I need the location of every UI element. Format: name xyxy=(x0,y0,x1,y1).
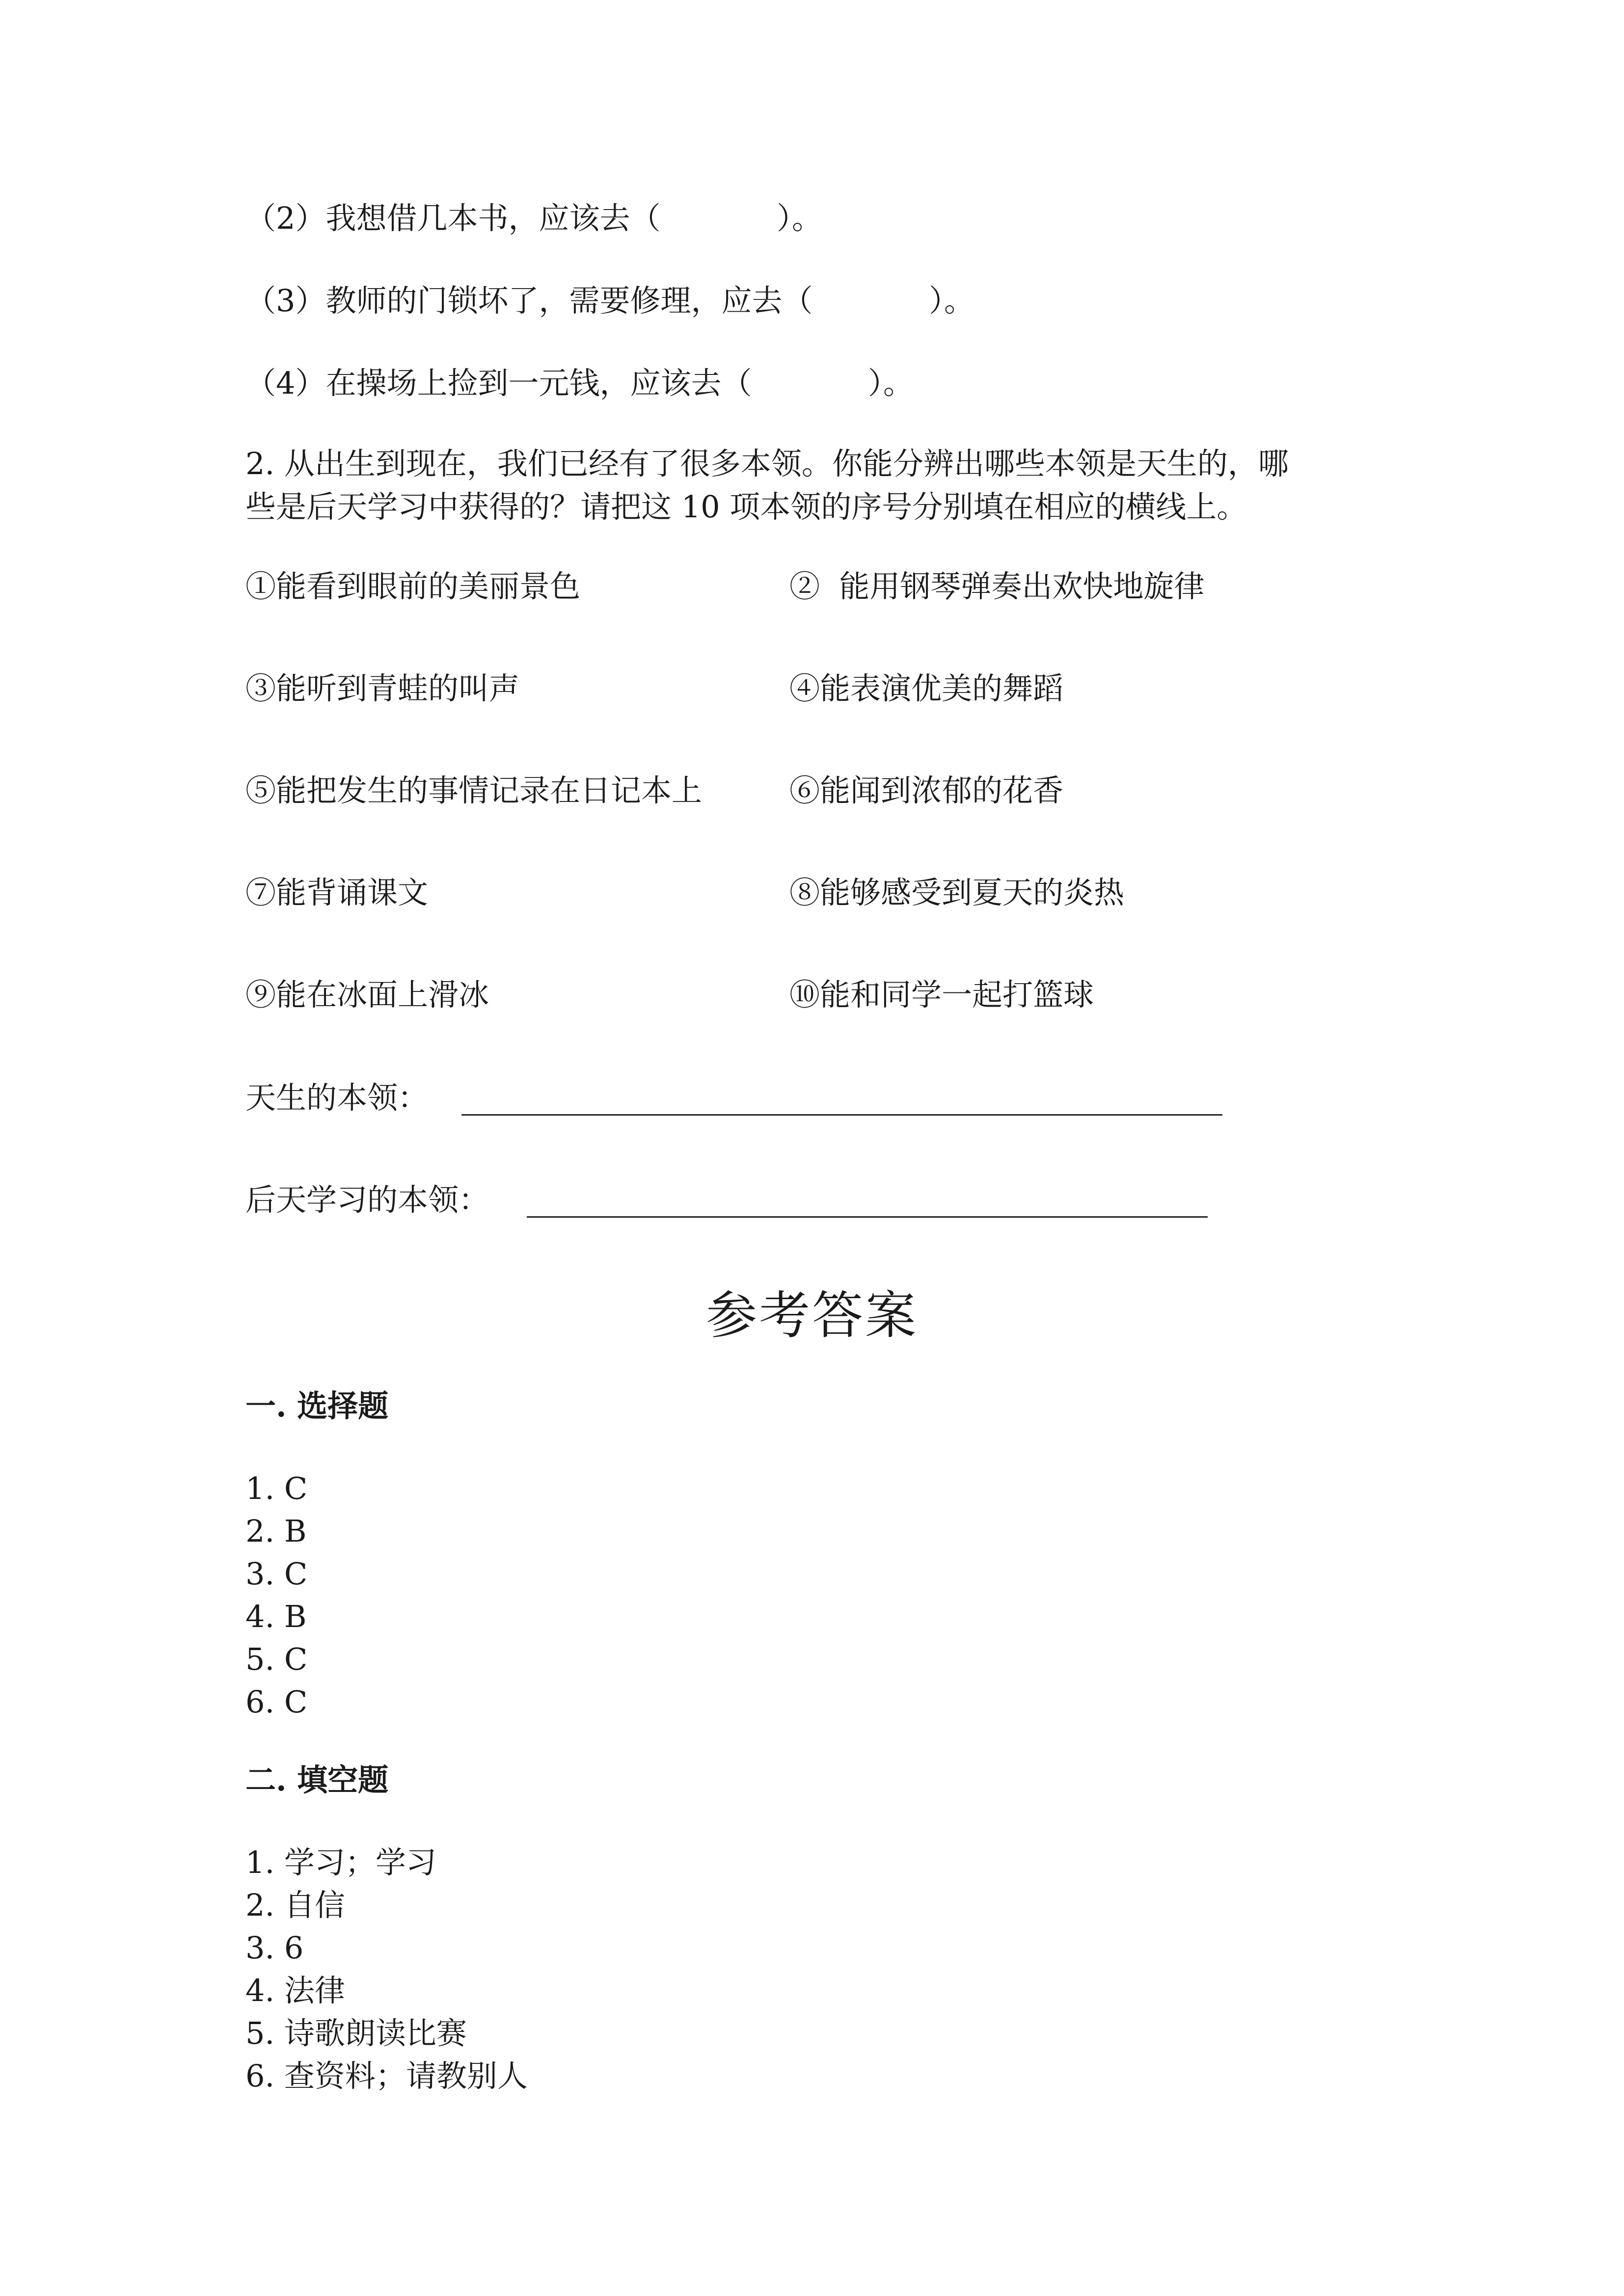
question-2-line-2: 些是后天学习中获得的？请把这 10 项本领的序号分别填在相应的横线上。 xyxy=(245,489,1247,525)
fill-answer-1: 1. 学习；学习 xyxy=(245,1844,436,1880)
fill-answer-4: 4. 法律 xyxy=(245,1973,345,2008)
ability-option-8: ⑧能够感受到夏天的炎热 xyxy=(789,875,1125,910)
fill-answer-5: 5. 诗歌朗读比赛 xyxy=(245,2015,467,2051)
innate-abilities-label: 天生的本领： xyxy=(245,1080,429,1116)
learned-abilities-answer-line[interactable] xyxy=(527,1216,1208,1218)
fill-item-3: （3）教师的门锁坏了，需要修理，应去（ ）。 xyxy=(245,283,974,319)
ability-option-6: ⑥能闻到浓郁的花香 xyxy=(789,773,1064,808)
choice-answer-4: 4. B xyxy=(245,1599,307,1634)
choice-answer-3: 3. C xyxy=(245,1556,308,1592)
answer-key-title: 参考答案 xyxy=(705,1285,918,1345)
choice-answer-6: 6. C xyxy=(245,1684,308,1720)
fill-answer-3: 3. 6 xyxy=(245,1930,304,1966)
fill-item-4: （4）在操场上捡到一元钱，应该去（ ）。 xyxy=(245,365,914,401)
ability-option-2: ② 能用钢琴弹奏出欢快地旋律 xyxy=(789,568,1205,604)
choice-answer-1: 1. C xyxy=(245,1470,308,1506)
fill-answer-2: 2. 自信 xyxy=(245,1887,345,1923)
choice-answer-2: 2. B xyxy=(245,1513,307,1549)
ability-option-10: ⑩能和同学一起打篮球 xyxy=(789,977,1094,1013)
ability-option-3: ③能听到青蛙的叫声 xyxy=(245,670,520,706)
ability-option-1: ①能看到眼前的美丽景色 xyxy=(245,568,581,604)
ability-option-9: ⑨能在冰面上滑冰 xyxy=(245,977,489,1013)
ability-option-4: ④能表演优美的舞蹈 xyxy=(789,670,1064,706)
choice-answer-5: 5. C xyxy=(245,1641,308,1677)
question-2-line-1: 2. 从出生到现在，我们已经有了很多本领。你能分辨出哪些本领是天生的，哪 xyxy=(245,446,1289,481)
section-heading-multiple-choice: 一. 选择题 xyxy=(245,1388,389,1424)
fill-item-2: （2）我想借几本书，应该去（ ）。 xyxy=(245,200,822,236)
innate-abilities-answer-line[interactable] xyxy=(461,1114,1222,1116)
ability-option-5: ⑤能把发生的事情记录在日记本上 xyxy=(245,773,703,808)
section-heading-fill-in: 二. 填空题 xyxy=(245,1762,389,1798)
learned-abilities-label: 后天学习的本领： xyxy=(245,1182,489,1218)
ability-option-7: ⑦能背诵课文 xyxy=(245,875,429,910)
fill-answer-6: 6. 查资料；请教别人 xyxy=(245,2058,528,2094)
